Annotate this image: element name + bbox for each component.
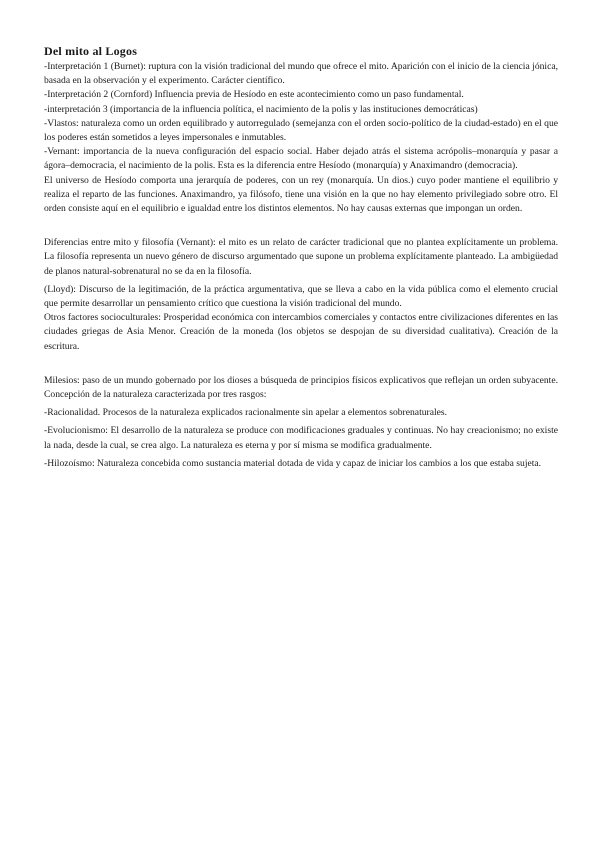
paragraph-interpretacion-3: -interpretación 3 (importancia de la influencia política, el nacimiento de la polis y las instituciones democráticas) [44,103,478,115]
paragraph-vlastos: -Vlastos: naturaleza como un orden equilibrado y autorregulado (semejanza con el orden socio-político de la ciudad-estado) en el que los poderes están sometidos a leyes impersonales e inmutables. [44,117,558,144]
paragraph-hilozoismo: -Hilozoísmo: Naturaleza concebida como sustancia material dotada de vida y capaz de iniciar los cambios a los que estaba sujeta. [44,457,542,469]
section-spacer [44,354,558,374]
document-page [44,44,558,471]
paragraph-cornford: -Interpretación 2 (Cornford) Influencia previa de Hesíodo en este acontecimiento como un paso fundamental. [44,89,464,101]
paragraph-racionalidad: -Racionalidad. Procesos de la naturaleza explicados racionalmente sin apelar a elementos sobrenaturales. [44,407,448,419]
section-spacer [44,216,558,236]
paragraph-lloyd: (Lloyd): Discurso de la legitimación, de la práctica argumentativa, que se lleva a cabo en la vida pública como el elemento crucial que permite desarrollar un pensamiento crítico que cuestiona la visión tradicional del mundo. [44,283,558,310]
paragraph-otros-factores: Otros factores socioculturales: Prosperidad económica con intercambios comerciales y contactos entre civilizaciones diferentes en las ciudades griegas de Asia Menor. Creación de la moneda (los objetos se despojan de su diversidad cualitativa). Creación de la escritura. [44,312,558,352]
paragraph-hesiodo: El universo de Hesíodo comporta una jerarquía de poderes, con un rey (monarquía. Un dios.) cuyo poder mantiene el equilibrio y realiza el reparto de las funciones. Anaximandro, ya filósofo, tiene una visión en la que no hay elemento privilegiado sobre otro. El orden consiste aquí en el equilibrio e igualdad entre los distintos elementos. No hay causas externas que impongan un orden. [44,174,558,215]
page-title: Del mito al Logos [44,44,138,58]
paragraph-vernant: -Vernant: importancia de la nueva configuración del espacio social. Haber dejado atrás el sistema acrópolis–monarquía y pasar a ágora–democracia, el nacimiento de la polis. Esta es la diferencia entre Hesíodo (monarquía) y Anaximandro (democracia). [44,146,558,172]
paragraph-evolucionismo: -Evolucionismo: El desarrollo de la naturaleza se produce con modificaciones graduales y continuas. No hay creacionismo; no existe la nada, desde la cual, se crea algo. La naturaleza es eterna y por sí misma se modifica gradualmente. [44,425,558,451]
paragraph-diferencias: Diferencias entre mito y filosofía (Vernant): el mito es un relato de carácter tradicional que no plantea explícitamente un problema. La filosofía representa un nuevo género de discurso argumentado que supone un problema explícitamente planteado. La ambigüedad de planos natural-sobrenatural no se da en la filosofía. [44,237,558,277]
paragraph-milesios: Milesios: paso de un mundo gobernado por los dioses a búsqueda de principios físicos explicativos que reflejan un orden subyacente. Concepción de la naturaleza caracterizada por tres rasgos: [44,374,558,401]
paragraph-burnet: -Interpretación 1 (Burnet): ruptura con la visión tradicional del mundo que ofrece el mito. Aparición con el inicio de la ciencia jónica, basada en la observación y el experimento. Carácter científico. [44,61,558,87]
